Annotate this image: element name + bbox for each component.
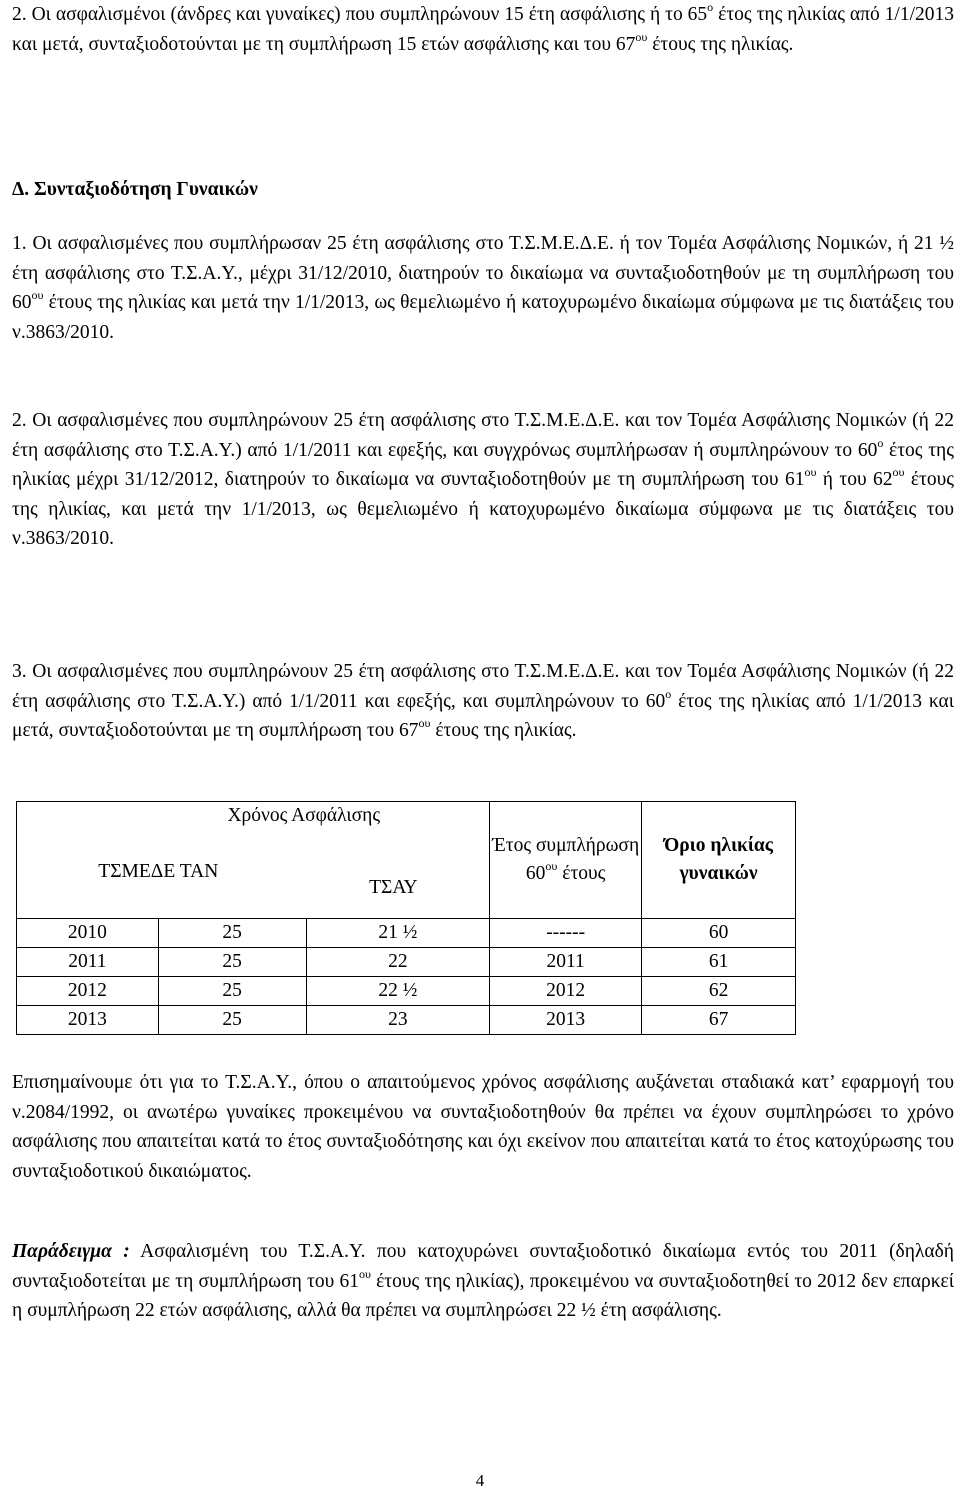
table-cell: 25 xyxy=(158,1006,306,1035)
header-insurance-time-cell xyxy=(98,802,489,919)
item-2-paragraph: 2. Οι ασφαλισμένες που συμπληρώνουν 25 έτη ασφάλισης στο Τ.Σ.Μ.Ε.Δ.Ε. και τον Τομέα Ασφάλισης Νομικών (ή 22 έτη ασφάλισης στο Τ.Σ.Α.Υ.) από 1/1/2011 και εφεξής, και συγχρόνως συμπλήρωσαν ή συμπληρώνουν το $60^o$ έτος της ηλικίας μέχρι 31/12/2012, διατηρούν το δικαίωμα να συνταξιοδοτηθούν με τη συμπλήρωση του $61^{o\upsilon}$ ή του $62^{o\upsilon}$ έτους της ηλικίας, και μετά την 1/1/2013, ως θεμελιωμένο ή κατοχυρωμένο δικαίωμα σύμφωνα με τις διατάξεις του ν.3863/2010. xyxy=(12,410,955,550)
header-insurance-time: Χρόνος Ασφάλισης xyxy=(227,805,381,826)
header-tsay: ΤΣΑΥ xyxy=(369,877,418,898)
table-cell: 2012 xyxy=(490,977,642,1006)
table-row xyxy=(17,948,796,977)
retirement-table xyxy=(16,801,796,1035)
table-cell: 2011 xyxy=(17,948,159,977)
table-cell: 22 xyxy=(306,948,490,977)
header-year-completion: Έτος συμπλήρωση $60^{o\upsilon}$ έτους xyxy=(490,802,642,919)
table-cell: 2013 xyxy=(490,1006,642,1035)
table-cell: 23 xyxy=(306,1006,490,1035)
table-cell: 2012 xyxy=(17,977,159,1006)
table-row xyxy=(17,1006,796,1035)
item-3-paragraph: 3. Οι ασφαλισμένες που συμπληρώνουν 25 έτη ασφάλισης στο Τ.Σ.Μ.Ε.Δ.Ε. και τον Τομέα Ασφάλισης Νομικών (ή 22 έτη ασφάλισης στο Τ.Σ.Α.Υ.) από 1/1/2011 και εφεξής, και συμπληρώνουν το $60^o$ έτος της ηλικίας από 1/1/2013 και μετά, συνταξιοδοτούνται με τη συμπλήρωση του $67^{o\upsilon}$ έτους της ηλικίας. xyxy=(12,661,954,742)
section-heading: Δ. Συνταξιοδότηση Γυναικών xyxy=(12,179,258,200)
example-paragraph: Παράδειγμα : Ασφαλισμένη του Τ.Σ.Α.Υ. που κατοχυρώνει συνταξιοδοτικό δικαίωμα εντός του 2011 (δηλαδή συνταξιοδοτείται με τη συμπλήρωση του $61^{o\upsilon}$ έτους της ηλικίας), προκειμένου να συνταξιοδοτηθεί το 2012 δεν επαρκεί η συμπλήρωση 22 ετών ασφάλισης, αλλά θα πρέπει να συμπληρώσει 22 ½ έτη ασφάλισης. xyxy=(12,1241,955,1322)
table-cell: 2013 xyxy=(17,1006,159,1035)
table-cell: 60 xyxy=(642,919,796,948)
table-cell: 62 xyxy=(642,977,796,1006)
paragraph-2-top: 2. Οι ασφαλισμένοι (άνδρες και γυναίκες) που συμπληρώνουν 15 έτη ασφάλισης ή το $65^o$ έτος της ηλικίας από 1/1/2013 και μετά, συνταξιοδοτούνται με τη συμπλήρωση 15 ετών ασφάλισης και του $67^{o\upsilon}$ έτους της ηλικίας. xyxy=(12,0,955,55)
example-label: Παράδειγμα : xyxy=(12,1241,130,1262)
note-paragraph: Επισημαίνουμε ότι για το Τ.Σ.Α.Υ., όπου ο απαιτούμενος χρόνος ασφάλισης αυξάνεται σταδιακά κατ’ εφαρμογή του ν.2084/1992, οι ανωτέρω γυναίκες προκειμένου να συνταξιοδοτηθούν θα πρέπει να έχουν συμπληρώσει το χρόνο ασφάλισης που απαιτείται κατά το έτος συνταξιοδότησης και όχι εκείνον που απαιτείται κατά το έτος κατοχύρωσης του συνταξιοδοτικού δικαιώματος. xyxy=(12,1072,954,1182)
table-row xyxy=(17,977,796,1006)
table-cell: ------ xyxy=(490,919,642,948)
table-cell: 61 xyxy=(642,948,796,977)
table-cell: 2011 xyxy=(490,948,642,977)
table-cell: 67 xyxy=(642,1006,796,1035)
table-header-row xyxy=(17,802,796,919)
page-number: 4 xyxy=(475,1471,485,1490)
table-cell: 22 ½ xyxy=(306,977,490,1006)
table-cell: 25 xyxy=(158,977,306,1006)
table-cell: 21 ½ xyxy=(306,919,490,948)
table-cell: 25 xyxy=(158,948,306,977)
table-cell: 25 xyxy=(158,919,306,948)
header-tsmede: ΤΣΜΕΔΕ ΤΑΝ xyxy=(98,861,219,882)
item-1-paragraph: 1. Οι ασφαλισμένες που συμπλήρωσαν 25 έτη ασφάλισης στο Τ.Σ.Μ.Ε.Δ.Ε. ή τον Τομέα Ασφάλισης Νομικών, ή 21 ½ έτη ασφάλισης στο Τ.Σ.Α.Υ., μέχρι 31/12/2010, διατηρούν το δικαίωμα να συνταξιοδοτηθούν με τη συμπλήρωση του $60^{o\upsilon}$ έτους της ηλικίας και μετά την 1/1/2013, ως θεμελιωμένο ή κατοχυρωμένο δικαίωμα σύμφωνα με τις διατάξεις του ν.3863/2010. xyxy=(12,233,954,343)
table-row xyxy=(17,919,796,948)
table-cell: 2010 xyxy=(17,919,159,948)
header-age-limit: Όριο ηλικίας γυναικών xyxy=(642,802,796,919)
